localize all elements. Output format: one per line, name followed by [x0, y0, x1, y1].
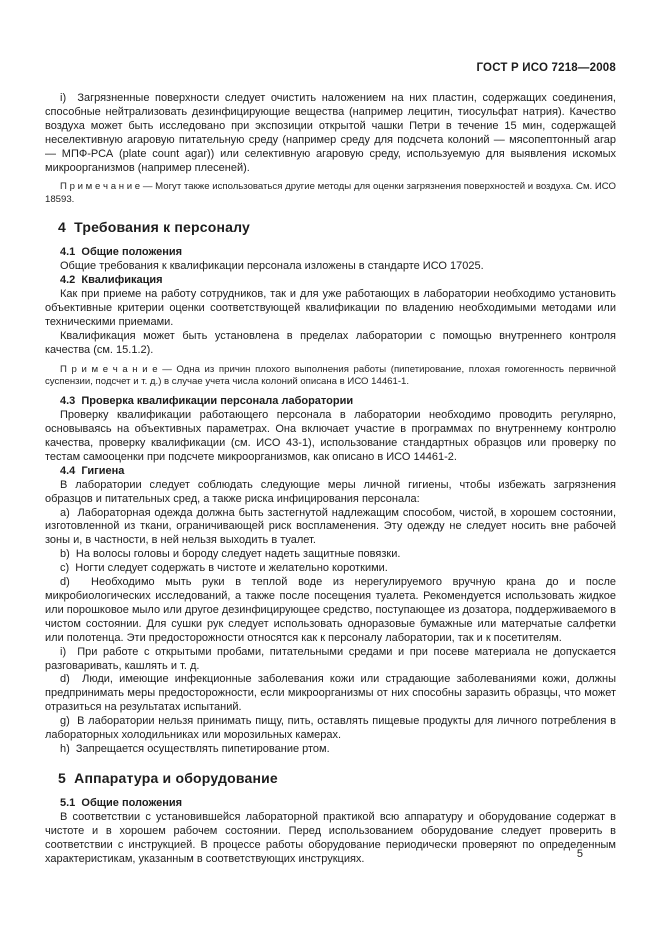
list-item-b: b) На волосы головы и бороду следует надеть защитные повязки.	[60, 548, 401, 561]
subsection-4-4-heading: 4.4 Гигиена	[60, 464, 125, 477]
list-item-c: c) Ногти следует содержать в чистоте и желательно короткими.	[60, 562, 388, 575]
note-poor-performance: П р и м е ч а н и е — Одна из причин плохого выполнения работы (пипетирование, плохая гомогенность первичной суспензии, подсчет и т. д.) в случае учета числа колоний описана в ИСО 14461-1.	[45, 363, 616, 387]
list-item-i: i) При работе с открытыми пробами, питательными средами и при посеве материала не допускается разговаривать, кашлять и т. д.	[45, 645, 616, 672]
subsection-4-1-text: Общие требования к квалификации персонала изложены в стандарте ИСО 17025.	[60, 260, 484, 273]
subsection-4-4-intro: В лаборатории следует соблюдать следующие меры личной гигиены, чтобы избежать загрязнения образцов и питательных сред, а также риска инфицирования персонала:	[45, 478, 616, 505]
subsection-4-2-paragraph-2: Квалификация может быть установлена в пределах лаборатории с помощью внутреннего контроля качества (см. 15.1.2).	[45, 329, 616, 356]
subsection-4-2-heading: 4.2 Квалификация	[60, 274, 163, 287]
subsection-4-3-text: Проверку квалификации работающего персонала в лаборатории необходимо проводить регулярно, основываясь на объективных параметрах. Она включает участие в программах по внутреннему контролю качества, проверку квалификации (см. ИСО 43-1), использование стандартных образцов или проверку по тестам самооценки при подсчете микроорганизмов, как описано в ИСО 14461-2.	[45, 409, 616, 463]
subsection-4-1-heading: 4.1 Общие положения	[60, 246, 183, 259]
list-item-h: h) Запрещается осуществлять пипетирование ртом.	[60, 742, 330, 755]
section-5-heading: 5 Аппаратура и оборудование	[58, 769, 278, 786]
list-item-d: d) Необходимо мыть руки в теплой воде из нерегулируемого вручную крана до и после микробиологических исследований, а также после посещения туалета. Рекомендуется использовать жидкое или порошковое мыло или другое дезинфицирующее средство, поступающее из дозатора, поддерживаемого в чистом состоянии. Для сушки рук следует использовать одноразовые бумажные или матерчатые салфетки или полотенца. Эти предосторожности относятся как к персоналу лаборатории, так и к посетителям.	[45, 576, 617, 644]
paragraph-item-i-surfaces: i) Загрязненные поверхности следует очистить наложением на них пластин, содержащих соединения, способные нейтрализовать дезинфицирующие вещества (например лецитин, тиосульфат натрия). Качество воздуха может быть исследовано при экспозиции открытой чашки Петри в течение 15 мин, содержащей неселективную агаровую питательную среду (например среду для подсчета колоний — мясопептонный агар — МПФ-РСА (plate count agar)) или селективную агаровую среду, используемую для выявления искомых микроорганизмов (например плесеней).	[45, 92, 616, 174]
list-item-a: a) Лабораторная одежда должна быть застегнутой надлежащим способом, чистой, в хорошем состоянии, изготовленной из ткани, ограничивающей риск воспламенения. Эту одежду не следует носить вне рабочей зоны и, в частности, в ней нельзя выходить в туалет.	[45, 506, 616, 547]
note-surfaces-air: П р и м е ч а н и е — Могут также использоваться другие методы для оценки загрязнения поверхностей и воздуха. См. ИСО 18593.	[45, 181, 616, 205]
section-4-heading: 4 Требования к персоналу	[58, 219, 251, 236]
subsection-4-3-heading: 4.3 Проверка квалификации персонала лаборатории	[60, 395, 354, 408]
list-item-g: g) В лаборатории нельзя принимать пищу, пить, оставлять пищевые продукты для личного потребления в лабораторных холодильниках или морозильных камерах.	[45, 715, 616, 742]
subsection-4-2-paragraph-1: Как при приеме на работу сотрудников, так и для уже работающих в лаборатории необходимо установить объективные критерии оценки соответствующей квалификации по владению необходимыми методами или техническими приемами.	[45, 287, 616, 328]
document-body	[45, 92, 616, 866]
subsection-5-1-heading: 5.1 Общие положения	[60, 796, 183, 809]
document-code-header: ГОСТ Р ИСО 7218—2008	[476, 62, 616, 74]
subsection-5-1-text: В соответствии с установившейся лабораторной практикой всю аппаратуру и оборудование содержат в чистоте и в хорошем рабочем состоянии. Перед использованием оборудование следует проверить в соответствии с инструкцией. В процессе работы оборудование периодически проверяют по определенным характеристикам, указанным в соответствующих инструкциях.	[45, 810, 616, 865]
page-number: 5	[576, 848, 583, 860]
list-item-d2: d) Люди, имеющие инфекционные заболевания кожи или страдающие заболеваниями кожи, должны предпринимать меры предосторожности, если микроорганизмы от них способны заразить образцы, что может отразиться на результатах испытаний.	[45, 673, 616, 714]
